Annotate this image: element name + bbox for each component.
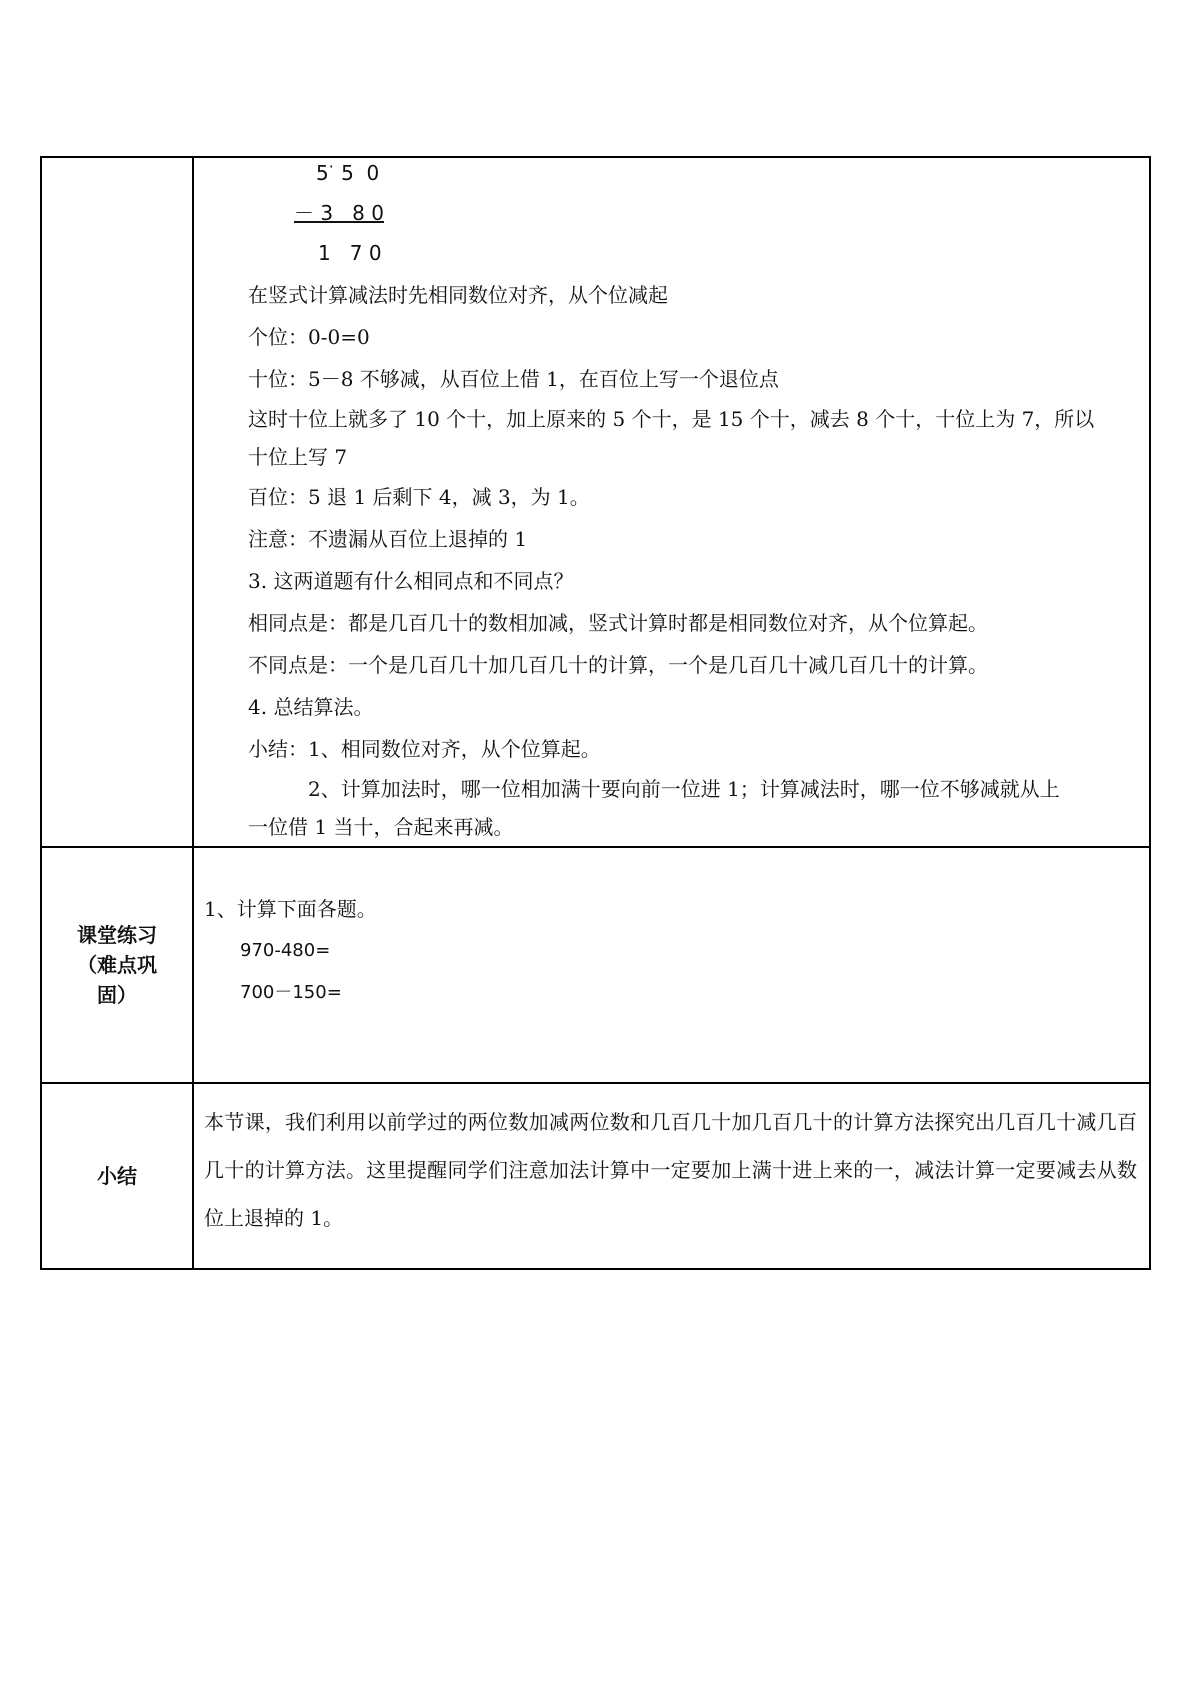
practice-label-line-1: 课堂练习 [77, 923, 157, 947]
vertical-calculation [248, 158, 1149, 278]
lesson-table [40, 156, 1151, 1270]
row-process-label [41, 157, 193, 847]
line-5: 十位上写 7 [248, 445, 348, 469]
row-practice [41, 847, 1150, 1083]
summary-text: 本节课，我们利用以前学过的两位数加减两位数和几百几十加几百几十的计算方法探究出几百几十减几百几十的计算方法。这里提醒同学们注意加法计算中一定要加上满十进上来的一，减法计算一定要减去从数位上退掉的 1。 [204, 1110, 1137, 1230]
line-1: 在竖式计算减法时先相同数位对齐，从个位减起 [248, 283, 668, 307]
line-10: 不同点是：一个是几百几十加几百几十的计算，一个是几百几十减几百几十的计算。 [248, 653, 988, 677]
row-summary-content [193, 1083, 1150, 1269]
practice-question-2: 700－150= [240, 982, 342, 1003]
line-11: 4. 总结算法。 [248, 695, 374, 719]
calc-subtrahend: － 3 8 0 [294, 201, 384, 225]
line-2: 个位：0-0=0 [248, 325, 370, 349]
row-summary-label: 小结 [41, 1083, 193, 1269]
practice-question-1: 970-480= [240, 940, 331, 961]
row-process [41, 157, 1150, 847]
line-14: 一位借 1 当十，合起来再减。 [248, 815, 514, 839]
row-summary [41, 1083, 1150, 1269]
row-practice-content [193, 847, 1150, 1083]
practice-label-line-3: 固） [97, 983, 137, 1007]
calc-difference: 1 7 0 [318, 241, 382, 265]
line-12: 小结：1、相同数位对齐，从个位算起。 [248, 737, 601, 761]
line-3: 十位：5－8 不够减，从百位上借 1，在百位上写一个退位点 [248, 367, 779, 391]
line-4: 这时十位上就多了 10 个十，加上原来的 5 个十，是 15 个十，减去 8 个十，十位上为 7，所以 [248, 407, 1095, 431]
row-practice-label [41, 847, 193, 1083]
line-6: 百位：5 退 1 后剩下 4，减 3，为 1。 [248, 485, 590, 509]
line-7: 注意：不遗漏从百位上退掉的 1 [248, 527, 528, 551]
row-process-content [193, 157, 1150, 847]
practice-title: 1、计算下面各题。 [204, 897, 377, 921]
calc-minuend: 5· 5 0 [316, 157, 380, 185]
line-9: 相同点是：都是几百几十的数相加减，竖式计算时都是相同数位对齐，从个位算起。 [248, 611, 988, 635]
line-8: 3. 这两道题有什么相同点和不同点？ [248, 569, 574, 593]
practice-label-line-2: （难点巩 [77, 953, 157, 977]
line-13: 2、计算加法时，哪一位相加满十要向前一位进 1；计算减法时，哪一位不够减就从上 [308, 777, 1060, 801]
